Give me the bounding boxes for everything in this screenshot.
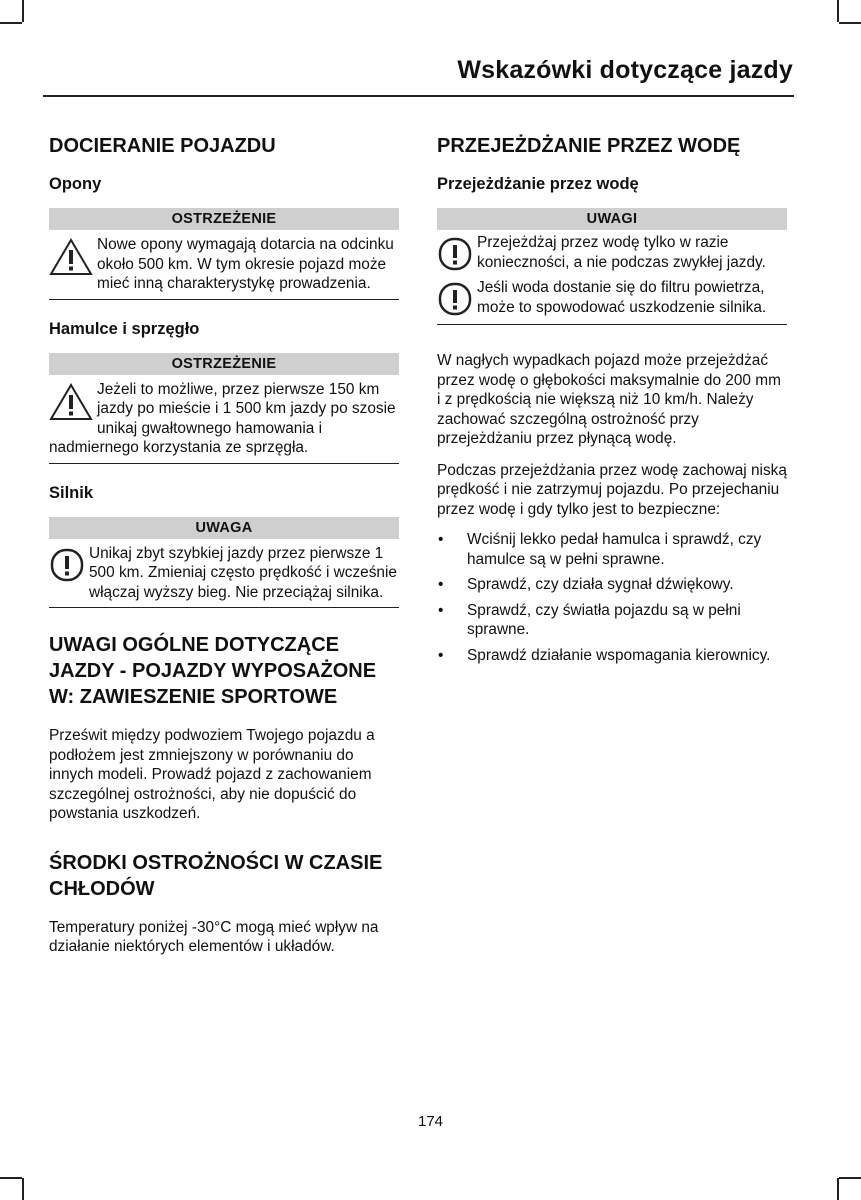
section-title-water-crossing: PRZEJEŻDŻANIE PRZEZ WODĘ	[437, 135, 741, 157]
warning-note	[49, 380, 399, 458]
caution-text: Unikaj zbyt szybkiej jazdy przez pierwsze 1 500 km. Zmieniaj często prędkość i wcześnie włączaj wyższy bieg. Nie przeciążaj silnika.	[89, 544, 397, 601]
subheading-water-crossing: Przejeżdżanie przez wodę	[437, 175, 639, 193]
caution-note	[437, 278, 787, 317]
caution-bar: UWAGA	[49, 517, 399, 539]
list-item-text: Wciśnij lekko pedał hamulca i sprawdź, czy hamulce są w pełni sprawne.	[467, 531, 762, 568]
bullet: •	[438, 531, 444, 548]
bullet-list	[437, 530, 787, 665]
list-item	[437, 601, 787, 640]
list-item	[437, 575, 787, 595]
list-item	[437, 530, 787, 569]
list-item-text: Sprawdź, czy działa sygnał dźwiękowy.	[467, 576, 734, 593]
caution-text: Jeśli woda dostanie się do filtru powietrza, może to spowodować uszkodzenie silnika.	[477, 279, 767, 316]
warning-triangle-icon	[49, 382, 93, 422]
caution-note	[437, 233, 787, 272]
crop-mark	[22, 1178, 24, 1200]
paragraph: Temperatury poniżej -30°C mogą mieć wpływ na działanie niektórych elementów i układów.	[49, 918, 379, 955]
separator	[49, 463, 399, 464]
separator	[49, 299, 399, 300]
crop-mark	[837, 0, 839, 22]
caution-exclamation-icon	[437, 280, 473, 320]
bullet: •	[438, 601, 444, 619]
warning-bar: OSTRZEŻENIE	[49, 353, 399, 375]
crop-mark	[839, 22, 861, 24]
bullet: •	[438, 576, 444, 593]
warning-text: Jeżeli to możliwe, przez pierwsze 150 km jazdy po mieście i 1 500 km jazdy po szosie unikaj gwałtownego hamowania i nadmiernego korzystania ze sprzęgła.	[49, 380, 396, 456]
crop-mark	[839, 1177, 861, 1179]
crop-mark	[837, 1178, 839, 1200]
subheading-brakes: Hamulce i sprzęgło	[49, 319, 200, 338]
caution-exclamation-icon	[49, 546, 85, 586]
subheading-engine: Silnik	[49, 483, 94, 502]
caution-note	[49, 544, 399, 603]
section-title-sport-suspension: UWAGI OGÓLNE DOTYCZĄCE JAZDY - POJAZDY WYPOSAŻONE W: ZAWIESZENIE SPORTOWE	[49, 634, 377, 708]
caution-bar: UWAGI	[437, 208, 787, 230]
bullet: •	[438, 646, 444, 664]
section-title-break-in: DOCIERANIE POJAZDU	[49, 135, 276, 157]
paragraph: W nagłych wypadkach pojazd może przejeżdżać przez wodę o głębokości maksymalnie do 200 mm i z prędkością nie większą niż 10 km/h. Należy zachować szczególną ostrożność przy przejeżdżaniu przez płynącą wodę.	[437, 352, 781, 447]
caution-exclamation-icon	[437, 235, 473, 275]
crop-mark	[22, 0, 24, 22]
list-item	[437, 646, 787, 666]
paragraph: Prześwit między podwoziem Twojego pojazdu a podłożem jest zmniejszony w porównaniu do innych modeli. Prowadź pojazd z zachowaniem szczególnej ostrożności, aby nie dopuścić do powstania uszkodzeń.	[49, 727, 375, 822]
page-number: 174	[417, 1113, 444, 1130]
section-title-cold-weather: ŚRODKI OSTROŻNOŚCI W CZASIE CHŁODÓW	[49, 851, 383, 900]
crop-mark	[0, 22, 22, 24]
paragraph: Podczas przejeżdżania przez wodę zachowaj niską prędkość i nie zatrzymuj pojazdu. Po przejechaniu przez wodę i gdy tylko jest to bezpieczne:	[437, 461, 787, 518]
crop-mark	[0, 1177, 22, 1179]
header-rule	[43, 95, 794, 97]
caution-text: Przejeżdżaj przez wodę tylko w razie konieczności, a nie podczas zwykłej jazdy.	[477, 234, 766, 271]
left-column	[49, 133, 399, 957]
warning-triangle-icon	[49, 237, 93, 277]
warning-text: Nowe opony wymagają dotarcia na odcinku około 500 km. W tym okresie pojazd może mieć inną charakterystykę prowadzenia.	[97, 236, 394, 292]
list-item-text: Sprawdź, czy światła pojazdu są w pełni sprawne.	[467, 601, 741, 638]
page-title: Wskazówki dotyczące jazdy	[457, 56, 793, 84]
list-item-text: Sprawdź działanie wspomagania kierownicy.	[467, 646, 771, 664]
subheading-tires: Opony	[49, 175, 102, 193]
separator	[49, 607, 399, 608]
warning-note	[49, 235, 399, 294]
right-column	[437, 133, 787, 671]
separator	[437, 324, 787, 325]
warning-bar: OSTRZEŻENIE	[49, 208, 399, 230]
